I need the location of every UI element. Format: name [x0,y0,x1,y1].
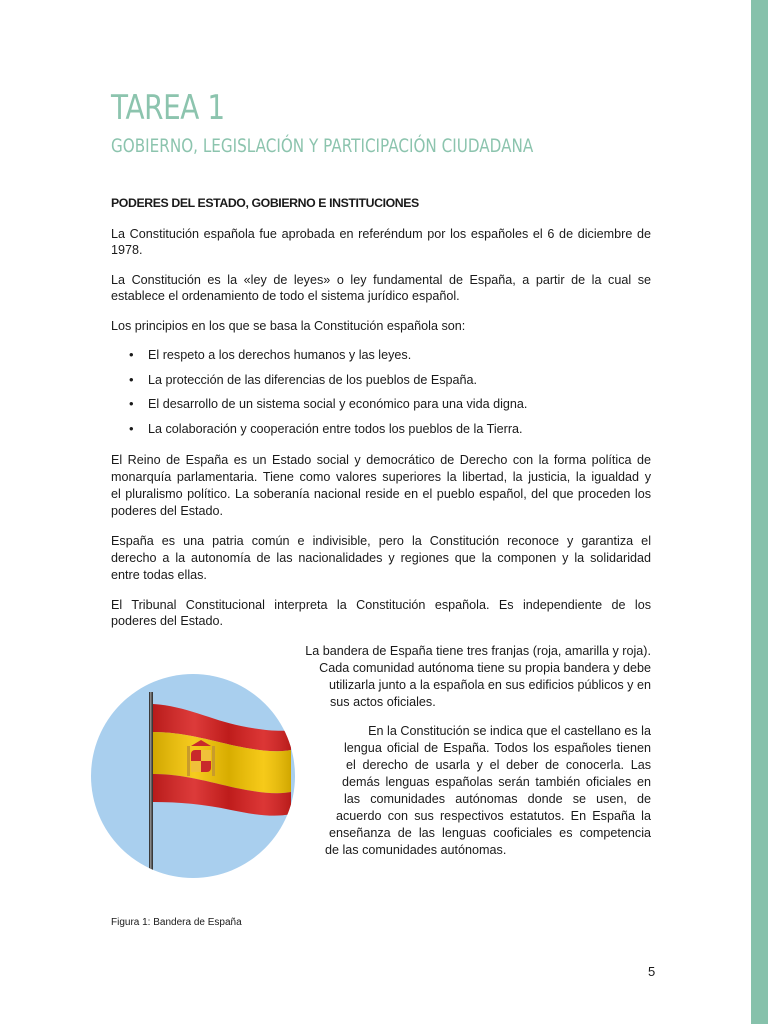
paragraph-line: de las comunidades autónomas. [325,843,507,857]
paragraph-line: lengua oficial de España. Todos los españoles tienen [344,741,651,755]
paragraph-line: En la Constitución se indica que el castellano es la [368,724,651,738]
paragraph-line: enseñanza de las lenguas cooficiales es competencia [329,826,651,840]
paragraph-line: acuerdo con sus respectivos estatutos. En España la [336,809,651,823]
paragraph-line: La Constitución es la «ley de leyes» o ley fundamental de España, a partir de la cual se [111,273,651,287]
paragraph-line: 1978. [111,243,143,257]
paragraph-line: La Constitución española fue aprobada en referéndum por los españoles el 6 de diciembre de [111,227,651,241]
paragraph-line: El Tribunal Constitucional interpreta la Constitución española. Es independiente de los [111,598,651,612]
spanish-flag-icon [91,674,295,878]
paragraph-line: España es una patria común e indivisible, pero la Constitución reconoce y garantiza el [111,534,651,548]
paragraph-line: monarquía parlamentaria. Tiene como valores superiores la libertad, la justicia, la igualdad y [111,470,651,484]
paragraph-line: el derecho de usarla y el deber de conocerla. Las [346,758,651,772]
list-item: • El respeto a los derechos humanos y las leyes. [111,347,651,372]
section-heading: PODERES DEL ESTADO, GOBIERNO E INSTITUCIONES [111,196,419,210]
paragraph-line: el pluralismo político. La soberanía nacional reside en el pueblo español, del que proceden los [111,487,651,501]
paragraph-line: Cada comunidad autónoma tiene su propia bandera y debe [319,661,651,675]
paragraph-line: las comunidades autónomas donde se usen, de [344,792,651,806]
paragraph-line: poderes del Estado. [111,614,224,628]
paragraph-line: derecho a la autonomía de las nacionalidades y regiones que la componen y la solidaridad [111,551,651,565]
page-number: 5 [648,964,656,979]
paragraph-line: establece el ordenamiento de todo el sistema jurídico español. [111,289,460,303]
paragraph-line: poderes del Estado. [111,504,224,518]
paragraph-line: El Reino de España es un Estado social y democrático de Derecho con la forma política de [111,453,651,467]
paragraph-line: sus actos oficiales. [330,695,436,709]
principles-list [111,347,651,445]
paragraph-line: entre todas ellas. [111,568,207,582]
page-subtitle: GOBIERNO, LEGISLACIÓN Y PARTICIPACIÓN CIUDADANA [111,135,534,157]
paragraph-line: utilizarla junto a la española en sus edificios públicos y en [328,678,651,692]
paragraph-line: demás lenguas españolas serán también oficiales en [342,775,651,789]
list-item: • El desarrollo de un sistema social y económico para una vida digna. [111,396,651,421]
page-title: TAREA 1 [111,88,225,128]
paragraph-line: Los principios en los que se basa la Constitución española son: [111,319,466,333]
list-item: • La colaboración y cooperación entre todos los pueblos de la Tierra. [111,421,651,446]
side-accent-bar [751,0,768,1024]
flag-figure [91,674,295,878]
list-item: • La protección de las diferencias de los pueblos de España. [111,372,651,397]
paragraph-line: La bandera de España tiene tres franjas (roja, amarilla y roja). [305,644,651,658]
figure-caption: Figura 1: Bandera de España [111,917,242,928]
